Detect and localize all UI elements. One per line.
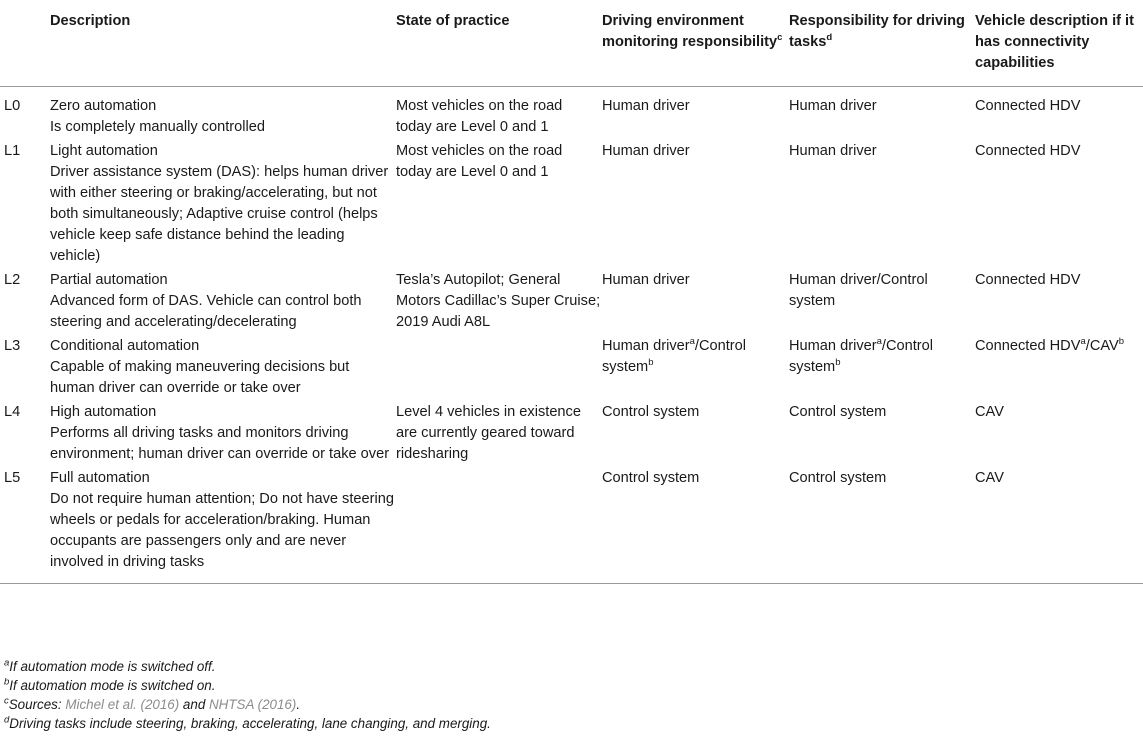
description-cell	[50, 468, 396, 584]
header-level	[0, 0, 50, 87]
level-name: Light automation	[50, 143, 158, 159]
vehicle-cell: CAV	[975, 404, 1004, 420]
vehicle-cell: Connected HDV	[975, 143, 1081, 159]
description-cell	[50, 402, 396, 468]
footnote-a	[4, 657, 491, 676]
practice-cell: Most vehicles on the road today are Level 0 and 1	[396, 143, 563, 180]
monitoring-cell: Control system	[602, 468, 789, 584]
header-monitoring-label: Driving environment monitoring responsibility	[602, 13, 778, 50]
level-name: Conditional automation	[50, 338, 200, 354]
level-description: Do not require human attention; Do not have steering wheels or pedals for acceleration/braking. Human occupants are passengers only and are never involved in driving tasks	[50, 491, 394, 570]
level-description: Advanced form of DAS. Vehicle can control both steering and accelerating/decelerating	[50, 293, 362, 330]
description-cell	[50, 270, 396, 336]
practice-cell: Tesla’s Autopilot; General Motors Cadillac’s Super Cruise; 2019 Audi A8L	[396, 272, 601, 330]
footnote-mark-b: b	[1118, 336, 1125, 348]
level-cell: L0	[4, 98, 21, 114]
practice-cell: Most vehicles on the road today are Level 0 and 1	[396, 98, 563, 135]
monitoring-cell	[602, 336, 789, 402]
practice-cell	[396, 468, 602, 584]
vehicle-cell	[975, 336, 1143, 402]
monitoring-cell: Human driver	[602, 143, 690, 159]
footnote-mark-a: a	[689, 336, 695, 348]
level-cell: L5	[0, 468, 50, 584]
practice-cell	[396, 336, 602, 402]
level-cell: L3	[4, 338, 21, 354]
level-name: High automation	[50, 404, 157, 420]
footnote-c	[4, 695, 491, 714]
footnote-d	[4, 714, 491, 733]
vehicle-cell: CAV	[975, 468, 1143, 584]
level-name: Partial automation	[50, 272, 168, 288]
description-cell	[50, 336, 396, 402]
footnote-c-prefix: Sources:	[8, 697, 66, 712]
reference-link-nhtsa[interactable]: NHTSA (2016)	[209, 697, 297, 712]
level-description: Performs all driving tasks and monitors driving environment; human driver can override or take over	[50, 425, 390, 462]
monitoring-part-a: Human driver	[602, 338, 690, 354]
table-row	[0, 87, 1143, 142]
table-row	[0, 270, 1143, 336]
level-cell: L1	[4, 143, 21, 159]
footnote-c-mark: c	[4, 695, 9, 707]
footnote-d-mark: d	[4, 714, 10, 726]
tasks-cell: Control system	[789, 468, 975, 584]
table-row	[0, 402, 1143, 468]
level-cell: L4	[4, 404, 21, 420]
practice-cell: Level 4 vehicles in existence are currently geared toward ridesharing	[396, 404, 581, 462]
footnote-a-mark: a	[4, 657, 10, 669]
tasks-cell: Control system	[789, 404, 887, 420]
tasks-cell: Human driver	[789, 98, 877, 114]
footnote-c-end: .	[296, 697, 301, 712]
level-description: Is completely manually controlled	[50, 119, 265, 135]
footnote-d-text: Driving tasks include steering, braking, accelerating, lane changing, and merging.	[9, 716, 491, 731]
monitoring-cell: Human driver	[602, 272, 690, 288]
footnote-mark-a: a	[1080, 336, 1086, 348]
header-driving-tasks-label: Responsibility for driving tasks	[789, 13, 965, 50]
monitoring-cell: Control system	[602, 404, 700, 420]
monitoring-cell: Human driver	[602, 98, 690, 114]
tasks-cell	[789, 336, 975, 402]
header-driving-tasks-footnote-mark: d	[826, 32, 833, 44]
level-description: Capable of making maneuvering decisions but human driver can override or take over	[50, 359, 350, 396]
table-footnotes	[4, 657, 491, 733]
vehicle-cell: Connected HDV	[975, 272, 1081, 288]
header-monitoring-footnote-mark: c	[777, 32, 783, 44]
header-state-of-practice: State of practice	[396, 0, 602, 87]
tasks-cell: Human driver/Control system	[789, 272, 928, 309]
vehicle-cell: Connected HDV	[975, 98, 1081, 114]
description-cell	[50, 87, 396, 142]
level-name: Zero automation	[50, 98, 157, 114]
level-description: Driver assistance system (DAS): helps human driver with either steering or braking/accelerating, but not both simultaneously; Adaptive cruise control (helps vehicle keep safe distance behind the leading vehicle)	[50, 164, 389, 264]
header-vehicle-description: Vehicle description if it has connectivity capabilities	[975, 0, 1143, 87]
level-name: Full automation	[50, 470, 150, 486]
header-driving-tasks	[789, 0, 975, 87]
table-row	[0, 468, 1143, 584]
table-row	[0, 141, 1143, 270]
header-description: Description	[50, 0, 396, 87]
footnote-c-and: and	[179, 697, 209, 712]
description-cell	[50, 141, 396, 270]
header-monitoring	[602, 0, 789, 87]
vehicle-part-a: Connected HDV	[975, 338, 1081, 354]
reference-link-michel[interactable]: Michel et al. (2016)	[65, 697, 180, 712]
footnote-mark-b: b	[835, 357, 841, 369]
table-row	[0, 336, 1143, 402]
footnote-a-text: If automation mode is switched off.	[9, 659, 216, 674]
footnote-mark-b: b	[648, 357, 654, 369]
tasks-part-b: /Control system	[789, 338, 933, 375]
footnote-mark-a: a	[876, 336, 882, 348]
footnote-b	[4, 676, 491, 695]
monitoring-part-b: /Control system	[602, 338, 746, 375]
level-cell: L2	[4, 272, 21, 288]
footnote-b-text: If automation mode is switched on.	[9, 678, 216, 693]
table-header-row	[0, 0, 1143, 87]
tasks-part-a: Human driver	[789, 338, 877, 354]
footnote-b-mark: b	[4, 676, 10, 688]
tasks-cell: Human driver	[789, 143, 877, 159]
vehicle-part-b: /CAV	[1085, 338, 1119, 354]
